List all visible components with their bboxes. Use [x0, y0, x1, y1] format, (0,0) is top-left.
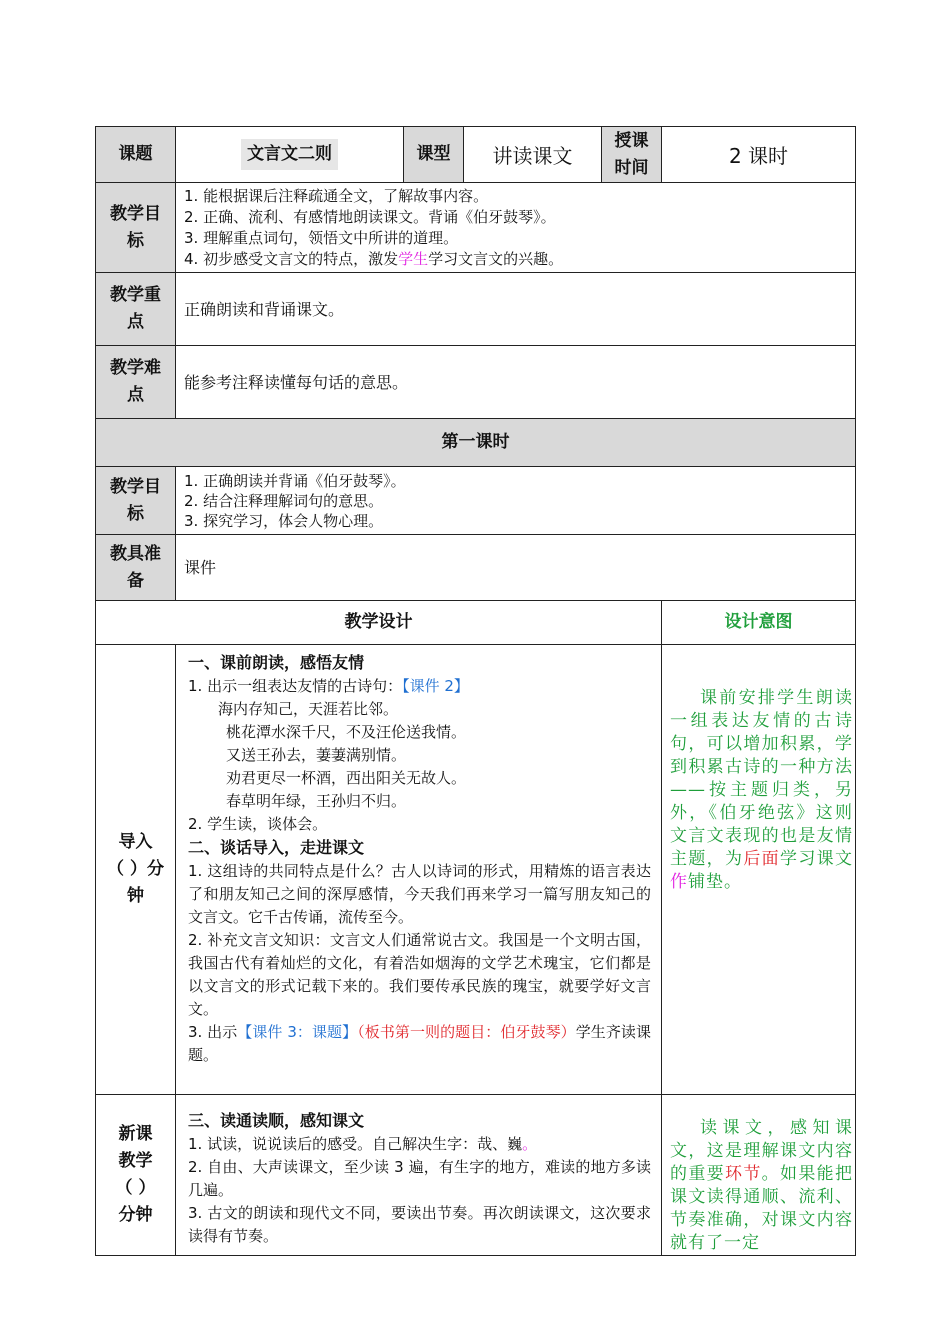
- paragraph: 2. 学生读，谈体会。: [188, 815, 328, 833]
- key-points-label: 教学重点: [96, 273, 176, 346]
- poem-line: 劝君更尽一杯酒，西出阳关无故人。: [226, 769, 467, 787]
- section-heading: 三、读通读顺，感知课文: [188, 1111, 365, 1130]
- topic-cell: [176, 127, 404, 183]
- section-heading: 一、课前朗读，感悟友情: [188, 653, 365, 672]
- lesson-goals-label: 教学目标: [96, 467, 176, 535]
- intro-row: [96, 645, 856, 1095]
- type-value: 讲读课文: [464, 127, 602, 183]
- lesson-goal-item: 1. 正确朗读并背诵《伯牙鼓琴》。: [184, 471, 406, 490]
- courseware-tag: 【课件 2】: [402, 677, 469, 695]
- lesson-title: 第一课时: [96, 419, 856, 467]
- new-lesson-intent: 读课文，感知课文，这是理解课文内容的重要环节。如果能把课文读得通顺、流利、节奏准确，对课文内容就有了一定: [662, 1095, 856, 1256]
- goals-row: [96, 183, 856, 273]
- type-label: 课型: [404, 127, 464, 183]
- paragraph: 2. 自由、大声读课文，至少读 3 遍，有生字的地方，难读的地方多读几遍。: [188, 1158, 651, 1199]
- lesson-goals-list: [176, 467, 856, 535]
- lesson-plan-table: [95, 126, 856, 1256]
- difficulties-label: 教学难点: [96, 346, 176, 419]
- key-points-row: [96, 273, 856, 346]
- goal-item: 3. 理解重点词句，领悟文中所讲的道理。: [184, 228, 459, 247]
- lesson-title-row: [96, 419, 856, 467]
- tools-label: 教具准备: [96, 535, 176, 601]
- paragraph: 1. 出示一组表达友情的古诗句：【课件 2】: [188, 677, 469, 695]
- difficulties-text: 能参考注释读懂每句话的意思。: [176, 346, 856, 419]
- new-lesson-content: [176, 1095, 662, 1256]
- topic-value: 文言文二则: [241, 139, 338, 170]
- board-note: （板书第一则的题目：伯牙鼓琴）: [357, 1023, 576, 1041]
- goals-label: 教学目标: [96, 183, 176, 273]
- goal-item: 1. 能根据课后注释疏通全文，了解故事内容。: [184, 186, 489, 205]
- design-header: 教学设计: [96, 601, 662, 645]
- intent-header: 设计意图: [662, 601, 856, 645]
- lesson-goal-item: 2. 结合注释理解词句的意思。: [184, 491, 384, 510]
- tools-text: 课件: [176, 535, 856, 601]
- poem-line: 又送王孙去，萋萋满别情。: [226, 746, 407, 764]
- paragraph: 1. 这组诗的共同特点是什么？古人以诗词的形式，用精炼的语言表达了和朋友知己之间的深厚感情，今天我们再来学习一篇写朋友知己的文言文。它千古传诵，流传至今。: [188, 862, 651, 926]
- topic-label: 课题: [96, 127, 176, 183]
- new-lesson-row: [96, 1095, 856, 1256]
- tools-row: [96, 535, 856, 601]
- lesson-goals-row: [96, 467, 856, 535]
- courseware-tag: 【课件 3：课题】: [237, 1023, 358, 1041]
- poem-line: 桃花潭水深千尺，不及汪伦送我情。: [226, 723, 467, 741]
- time-value: 2 课时: [662, 127, 856, 183]
- header-row: [96, 127, 856, 183]
- paragraph: 3. 出示【课件 3：课题】（板书第一则的题目：伯牙鼓琴）学生齐读课题。: [188, 1023, 651, 1064]
- paragraph: 1. 试读，说说读后的感受。自己解决生字：哉、巍。: [188, 1135, 538, 1153]
- difficulties-row: [96, 346, 856, 419]
- intro-label: 导入 （ ）分 钟: [96, 645, 176, 1095]
- poem-line: 春草明年绿，王孙归不归。: [226, 792, 407, 810]
- goals-list: [176, 183, 856, 273]
- new-lesson-label: 新课 教学 （ ） 分钟: [96, 1095, 176, 1256]
- key-points-text: 正确朗读和背诵课文。: [176, 273, 856, 346]
- poem-line: 海内存知己，天涯若比邻。: [218, 700, 399, 718]
- lesson-goal-item: 3. 探究学习，体会人物心理。: [184, 511, 384, 530]
- goal-item: 4. 初步感受文言文的特点，激发学生学习文言文的兴趣。: [184, 249, 564, 268]
- intro-content: [176, 645, 662, 1095]
- paragraph: 2. 补充文言文知识：文言文人们通常说古文。我国是一个文明古国，我国古代有着灿烂的文化，有着浩如烟海的文学艺术瑰宝，它们都是以文言文的形式记载下来的。我们要传承民族的瑰宝，就要学好文言文。: [188, 931, 651, 1018]
- goal-item: 2. 正确、流利、有感情地朗读课文。背诵《伯牙鼓琴》。: [184, 207, 556, 226]
- design-header-row: [96, 601, 856, 645]
- intro-intent: 课前安排学生朗读一组表达友情的古诗句，可以增加积累，学到积累古诗的一种方法——按主题归类，另外，《伯牙绝弦》这则文言文表现的也是友情主题，为后面学习课文作铺垫。: [662, 645, 856, 1095]
- time-label: 授课时间: [602, 127, 662, 183]
- paragraph: 3. 古文的朗读和现代文不同，要读出节奏。再次朗读课文，这次要求读得有节奏。: [188, 1204, 651, 1245]
- section-heading: 二、谈话导入，走进课文: [188, 838, 365, 857]
